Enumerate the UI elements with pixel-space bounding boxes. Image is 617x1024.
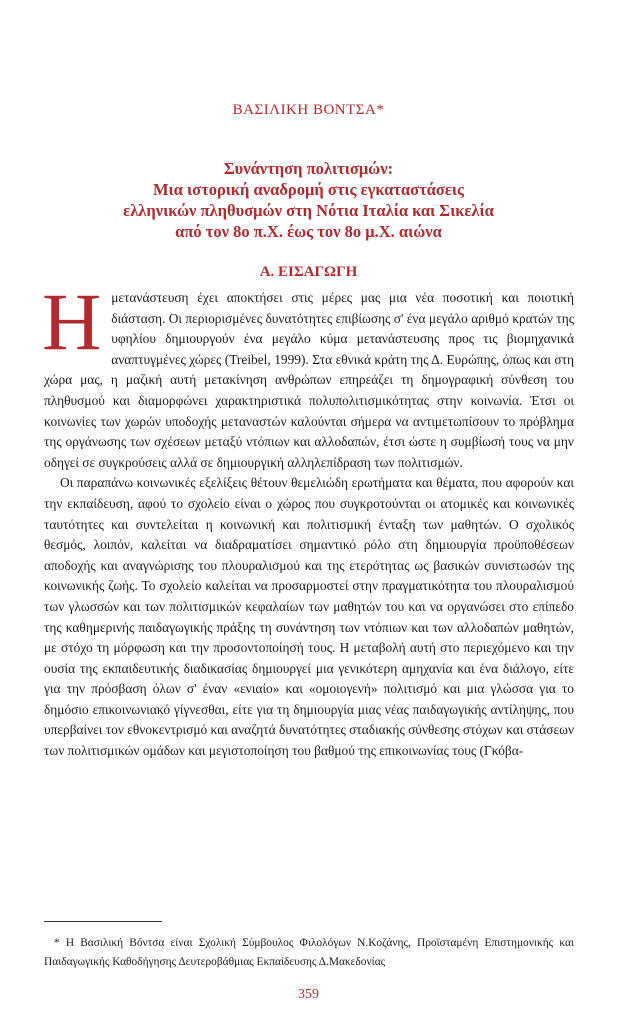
title-line: Συνάντηση πολιτισμών: (223, 159, 394, 178)
body-text (42, 276, 574, 762)
title-line: από τον 8ο π.Χ. έως τον 8ο μ.Χ. αιώνα (175, 222, 442, 241)
page-number: 359 (298, 987, 319, 1002)
author-name: ΒΑΣΙΛΙΚΗ ΒΟΝΤΣΑ* (232, 102, 385, 118)
paragraph-intro (42, 276, 574, 473)
paragraph-2: Οι παραπάνω κοινωνικές εξελίξεις θέτουν θεμελιώδη ερωτήματα και θέματα, που αφορούν και την εκπαίδευση, αφού το σχολείο είναι ο χώρος που συγκροτούνται οι ατομικές και κοινωνικές ταυτότητες και συντελείται η κοινωνική και πολιτισμική ένταξη των μαθητών. Ο σχολικός θεσμός, λοιπόν, καλείται να διαδραματίσει σημαντικό ρόλο στη δημιουργία προϋποθέσεων αποδοχής και αναγνώρισης του πλουραλισμού και της ετερότητας ως βασικών συνιστωσών της κοινωνικής ζωής. Το σχολείο καλείται να προσαρμοστεί στην πραγματικότητα του πλουραλισμού των γλωσσών και των πολιτισμικών κεφαλαίων των μαθητών του και να οργανώσει στο επίπεδο της καθημερινής παιδαγωγικής πράξης τη συνάντηση των ντόπιων και των αλλοδαπών μαθητών, με στόχο τη μόρφωση και την προσοντοποίησή τους. Η μεταβολή αυτή στο περιεχόμενο και την ουσία της εκπαιδευτικής διαδικασίας δημιουργεί μια γενικότερη αμηχανία και ένα διάλογο, είτε για την πρόσβαση όλων σ' έναν «ενιαίο» και «ομοιογενή» πολιτισμό και μια γλώσσα για το δημόσιο επικοινωνιακό γίγνεσθαι, είτε για τη δημιουργία μιας νέας παιδαγωγικής αντίληψης, που υπερβαίνει τον εθνοκεντρισμό και αναζητά δυνατότητες σταδιακής σύνθεσης στόχων και στάσεων των πολιτισμικών ομάδων και μεγιστοποίηση του βαθμού της επικοινωνίας τους (Γκόβα- (44, 475, 574, 759)
paragraph-1-text: μετανάστευση έχει αποκτήσει στις μέρες μας μια νέα ποσοτική και ποιοτική διάσταση. Οι περιορισμένες δυνατότητες επιβίωσης σ' ένα μεγάλο αριθμό κρατών της υφηλίου δημιουργούν ένα μεγάλο κύμα μετανάστευσης προς τις βιομηχανικά αναπτυγμένες χώρες (Treibel, 1999). Στα εθνικά κράτη της Δ. Ευρώπης, όπως και στη χώρα μας, η μαζική αυτή μετακίνηση ανθρώπων επηρεάζει τη δημογραφική σύνθεση του πληθυσμού και διαμορφώνει χαρακτηριστικά πολυπολιτισμικότητας στην κοινωνία. Έτσι οι κοινωνίες των χωρών υποδοχής μεταναστών καλούνται σήμερα να αντιμετωπίσουν το πρόβλημα της οργάνωσης των σχέσεων μεταξύ ντόπιων και αλλοδαπών, έτσι ώστε η συμβίωσή τους να μην οδηγεί σε συγκρούσεις αλλά σε δημιουργική αλληλεπίδραση των πολιτισμών. (44, 290, 574, 470)
footnote-divider (44, 921, 162, 922)
footnote: * Η Βασιλική Βόντσα είναι Σχολική Σύμβουλος Φιλολόγων Ν.Κοζάνης, Προϊσταμένη Επιστημονικής και Παιδαγωγικής Καθοδήγησης Δευτεροβάθμιας Εκπαίδευσης Δ.Μακεδονίας (44, 937, 574, 968)
title-line: Μια ιστορική αναδρομή στις εγκαταστάσεις (152, 180, 464, 199)
drop-cap: Η (42, 276, 102, 367)
article-title (40, 158, 577, 242)
section-heading: Α. ΕΙΣΑΓΩΓΗ (259, 264, 358, 280)
title-line: ελληνικών πληθυσμών στη Νότια Ιταλία και Σικελία (123, 201, 494, 220)
